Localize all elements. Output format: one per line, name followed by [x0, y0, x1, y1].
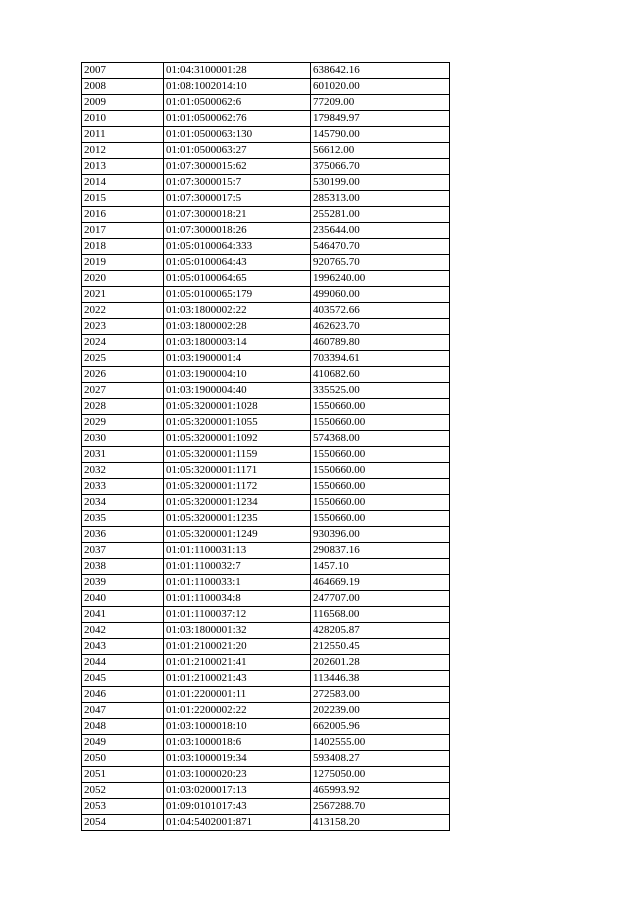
- table-row: [82, 815, 450, 831]
- value-cell: 2567288.70: [311, 799, 450, 815]
- row-number-cell: 2027: [82, 383, 164, 399]
- value-cell: 1550660.00: [311, 399, 450, 415]
- table-row: [82, 575, 450, 591]
- value-cell: 1275050.00: [311, 767, 450, 783]
- table-row: [82, 527, 450, 543]
- table-row: [82, 799, 450, 815]
- table-row: [82, 79, 450, 95]
- table-row: [82, 495, 450, 511]
- cadastral-number-cell: 01:01:0500063:27: [164, 143, 311, 159]
- table-row: [82, 671, 450, 687]
- table-row: [82, 639, 450, 655]
- row-number-cell: 2034: [82, 495, 164, 511]
- value-cell: 499060.00: [311, 287, 450, 303]
- table-row: [82, 463, 450, 479]
- cadastral-number-cell: 01:01:1100032:7: [164, 559, 311, 575]
- value-cell: 235644.00: [311, 223, 450, 239]
- cadastral-number-cell: 01:07:3000017:5: [164, 191, 311, 207]
- row-number-cell: 2008: [82, 79, 164, 95]
- row-number-cell: 2014: [82, 175, 164, 191]
- row-number-cell: 2028: [82, 399, 164, 415]
- cadastral-number-cell: 01:09:0101017:43: [164, 799, 311, 815]
- row-number-cell: 2054: [82, 815, 164, 831]
- value-cell: 465993.92: [311, 783, 450, 799]
- value-cell: 428205.87: [311, 623, 450, 639]
- table-row: [82, 335, 450, 351]
- cadastral-number-cell: 01:05:3200001:1055: [164, 415, 311, 431]
- table-row: [82, 367, 450, 383]
- table-row: [82, 175, 450, 191]
- value-cell: 1457.10: [311, 559, 450, 575]
- cadastral-number-cell: 01:03:1900001:4: [164, 351, 311, 367]
- value-cell: 403572.66: [311, 303, 450, 319]
- row-number-cell: 2030: [82, 431, 164, 447]
- table-row: [82, 143, 450, 159]
- row-number-cell: 2044: [82, 655, 164, 671]
- cadastral-number-cell: 01:03:1900004:40: [164, 383, 311, 399]
- cadastral-number-cell: 01:01:1100034:8: [164, 591, 311, 607]
- value-cell: 1550660.00: [311, 511, 450, 527]
- cadastral-number-cell: 01:05:3200001:1235: [164, 511, 311, 527]
- value-cell: 638642.16: [311, 63, 450, 79]
- table-row: [82, 607, 450, 623]
- row-number-cell: 2045: [82, 671, 164, 687]
- table-row: [82, 287, 450, 303]
- table-row: [82, 767, 450, 783]
- cadastral-number-cell: 01:03:1000018:10: [164, 719, 311, 735]
- cadastral-number-cell: 01:01:0500062:6: [164, 95, 311, 111]
- cadastral-number-cell: 01:01:2200001:11: [164, 687, 311, 703]
- row-number-cell: 2050: [82, 751, 164, 767]
- value-cell: 574368.00: [311, 431, 450, 447]
- table-row: [82, 591, 450, 607]
- row-number-cell: 2048: [82, 719, 164, 735]
- cadastral-number-cell: 01:07:3000018:21: [164, 207, 311, 223]
- value-cell: 272583.00: [311, 687, 450, 703]
- table-row: [82, 543, 450, 559]
- value-cell: 202601.28: [311, 655, 450, 671]
- cadastral-number-cell: 01:05:3200001:1092: [164, 431, 311, 447]
- cadastral-value-table: [81, 62, 450, 831]
- value-cell: 1550660.00: [311, 479, 450, 495]
- table-row: [82, 447, 450, 463]
- cadastral-number-cell: 01:07:3000018:26: [164, 223, 311, 239]
- row-number-cell: 2019: [82, 255, 164, 271]
- row-number-cell: 2033: [82, 479, 164, 495]
- table-row: [82, 719, 450, 735]
- value-cell: 179849.97: [311, 111, 450, 127]
- table-row: [82, 415, 450, 431]
- row-number-cell: 2011: [82, 127, 164, 143]
- cadastral-number-cell: 01:07:3000015:7: [164, 175, 311, 191]
- table-row: [82, 511, 450, 527]
- row-number-cell: 2013: [82, 159, 164, 175]
- table-row: [82, 623, 450, 639]
- value-cell: 212550.45: [311, 639, 450, 655]
- value-cell: 1402555.00: [311, 735, 450, 751]
- value-cell: 202239.00: [311, 703, 450, 719]
- row-number-cell: 2041: [82, 607, 164, 623]
- value-cell: 930396.00: [311, 527, 450, 543]
- row-number-cell: 2017: [82, 223, 164, 239]
- value-cell: 1996240.00: [311, 271, 450, 287]
- cadastral-number-cell: 01:03:0200017:13: [164, 783, 311, 799]
- cadastral-number-cell: 01:01:1100031:13: [164, 543, 311, 559]
- value-cell: 530199.00: [311, 175, 450, 191]
- cadastral-number-cell: 01:05:0100064:65: [164, 271, 311, 287]
- row-number-cell: 2042: [82, 623, 164, 639]
- table-row: [82, 239, 450, 255]
- cadastral-number-cell: 01:05:3200001:1172: [164, 479, 311, 495]
- row-number-cell: 2053: [82, 799, 164, 815]
- row-number-cell: 2016: [82, 207, 164, 223]
- table-row: [82, 191, 450, 207]
- value-cell: 703394.61: [311, 351, 450, 367]
- row-number-cell: 2049: [82, 735, 164, 751]
- table-row: [82, 207, 450, 223]
- value-cell: 56612.00: [311, 143, 450, 159]
- value-cell: 1550660.00: [311, 415, 450, 431]
- row-number-cell: 2032: [82, 463, 164, 479]
- value-cell: 290837.16: [311, 543, 450, 559]
- cadastral-number-cell: 01:01:2200002:22: [164, 703, 311, 719]
- table-row: [82, 687, 450, 703]
- row-number-cell: 2012: [82, 143, 164, 159]
- value-cell: 920765.70: [311, 255, 450, 271]
- cadastral-number-cell: 01:03:1800002:22: [164, 303, 311, 319]
- row-number-cell: 2025: [82, 351, 164, 367]
- row-number-cell: 2040: [82, 591, 164, 607]
- value-cell: 1550660.00: [311, 447, 450, 463]
- table-row: [82, 351, 450, 367]
- table-row: [82, 735, 450, 751]
- cadastral-number-cell: 01:01:1100033:1: [164, 575, 311, 591]
- row-number-cell: 2010: [82, 111, 164, 127]
- value-cell: 546470.70: [311, 239, 450, 255]
- cadastral-number-cell: 01:04:5402001:871: [164, 815, 311, 831]
- table-row: [82, 431, 450, 447]
- table-row: [82, 399, 450, 415]
- value-cell: 662005.96: [311, 719, 450, 735]
- cadastral-number-cell: 01:01:2100021:43: [164, 671, 311, 687]
- table-row: [82, 127, 450, 143]
- cadastral-number-cell: 01:05:3200001:1171: [164, 463, 311, 479]
- row-number-cell: 2007: [82, 63, 164, 79]
- row-number-cell: 2022: [82, 303, 164, 319]
- value-cell: 285313.00: [311, 191, 450, 207]
- cadastral-number-cell: 01:03:1000020:23: [164, 767, 311, 783]
- value-cell: 462623.70: [311, 319, 450, 335]
- row-number-cell: 2038: [82, 559, 164, 575]
- table-row: [82, 703, 450, 719]
- row-number-cell: 2021: [82, 287, 164, 303]
- cadastral-number-cell: 01:05:3200001:1159: [164, 447, 311, 463]
- table-row: [82, 303, 450, 319]
- cadastral-number-cell: 01:03:1800003:14: [164, 335, 311, 351]
- table-row: [82, 271, 450, 287]
- row-number-cell: 2036: [82, 527, 164, 543]
- table-row: [82, 255, 450, 271]
- table-row: [82, 751, 450, 767]
- value-cell: 116568.00: [311, 607, 450, 623]
- row-number-cell: 2018: [82, 239, 164, 255]
- value-cell: 593408.27: [311, 751, 450, 767]
- table-row: [82, 479, 450, 495]
- cadastral-number-cell: 01:04:3100001:28: [164, 63, 311, 79]
- cadastral-number-cell: 01:05:3200001:1028: [164, 399, 311, 415]
- row-number-cell: 2026: [82, 367, 164, 383]
- table-row: [82, 559, 450, 575]
- value-cell: 145790.00: [311, 127, 450, 143]
- cadastral-number-cell: 01:07:3000015:62: [164, 159, 311, 175]
- row-number-cell: 2015: [82, 191, 164, 207]
- value-cell: 464669.19: [311, 575, 450, 591]
- table-row: [82, 783, 450, 799]
- cadastral-number-cell: 01:05:0100064:333: [164, 239, 311, 255]
- row-number-cell: 2035: [82, 511, 164, 527]
- table-row: [82, 95, 450, 111]
- row-number-cell: 2024: [82, 335, 164, 351]
- value-cell: 375066.70: [311, 159, 450, 175]
- row-number-cell: 2043: [82, 639, 164, 655]
- cadastral-number-cell: 01:01:0500063:130: [164, 127, 311, 143]
- cadastral-number-cell: 01:01:0500062:76: [164, 111, 311, 127]
- value-cell: 413158.20: [311, 815, 450, 831]
- cadastral-number-cell: 01:03:1800002:28: [164, 319, 311, 335]
- row-number-cell: 2031: [82, 447, 164, 463]
- value-cell: 77209.00: [311, 95, 450, 111]
- table-row: [82, 159, 450, 175]
- row-number-cell: 2039: [82, 575, 164, 591]
- value-cell: 1550660.00: [311, 463, 450, 479]
- value-cell: 460789.80: [311, 335, 450, 351]
- cadastral-number-cell: 01:03:1900004:10: [164, 367, 311, 383]
- table-row: [82, 111, 450, 127]
- value-cell: 113446.38: [311, 671, 450, 687]
- value-cell: 601020.00: [311, 79, 450, 95]
- table-row: [82, 655, 450, 671]
- cadastral-number-cell: 01:08:1002014:10: [164, 79, 311, 95]
- row-number-cell: 2037: [82, 543, 164, 559]
- cadastral-number-cell: 01:05:3200001:1234: [164, 495, 311, 511]
- cadastral-number-cell: 01:05:0100065:179: [164, 287, 311, 303]
- cadastral-number-cell: 01:03:1800001:32: [164, 623, 311, 639]
- cadastral-number-cell: 01:05:0100064:43: [164, 255, 311, 271]
- table-row: [82, 223, 450, 239]
- cadastral-number-cell: 01:05:3200001:1249: [164, 527, 311, 543]
- row-number-cell: 2029: [82, 415, 164, 431]
- row-number-cell: 2009: [82, 95, 164, 111]
- value-cell: 247707.00: [311, 591, 450, 607]
- row-number-cell: 2051: [82, 767, 164, 783]
- row-number-cell: 2020: [82, 271, 164, 287]
- cadastral-number-cell: 01:01:1100037:12: [164, 607, 311, 623]
- value-cell: 1550660.00: [311, 495, 450, 511]
- table-row: [82, 319, 450, 335]
- table-row: [82, 383, 450, 399]
- row-number-cell: 2023: [82, 319, 164, 335]
- cadastral-number-cell: 01:03:1000018:6: [164, 735, 311, 751]
- cadastral-number-cell: 01:01:2100021:41: [164, 655, 311, 671]
- row-number-cell: 2046: [82, 687, 164, 703]
- row-number-cell: 2047: [82, 703, 164, 719]
- table-row: [82, 63, 450, 79]
- cadastral-number-cell: 01:01:2100021:20: [164, 639, 311, 655]
- row-number-cell: 2052: [82, 783, 164, 799]
- value-cell: 410682.60: [311, 367, 450, 383]
- value-cell: 335525.00: [311, 383, 450, 399]
- value-cell: 255281.00: [311, 207, 450, 223]
- cadastral-number-cell: 01:03:1000019:34: [164, 751, 311, 767]
- table-body: [82, 63, 450, 831]
